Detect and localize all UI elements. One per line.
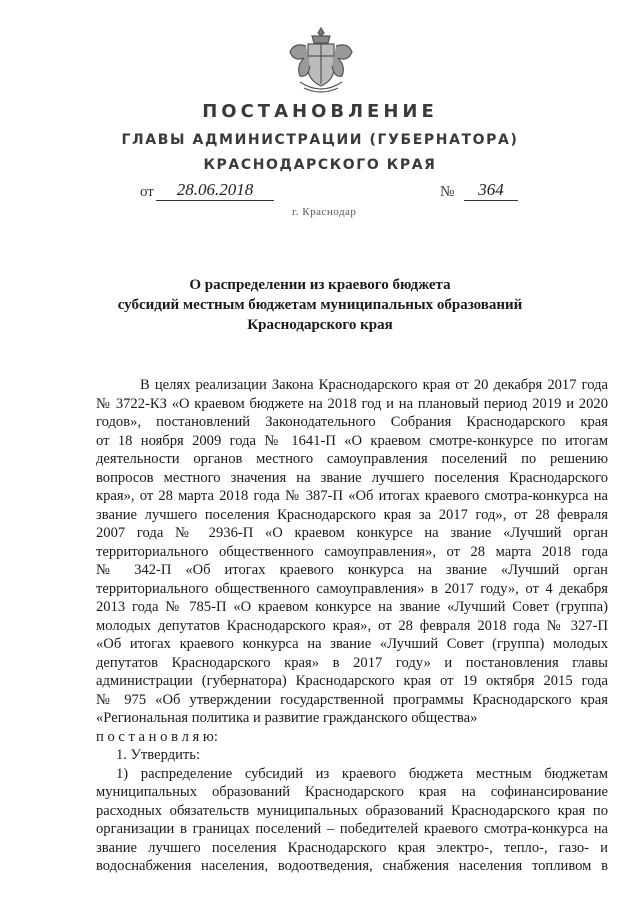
document-title-line: Краснодарского края bbox=[247, 317, 393, 333]
body-line: № 975 «Об утверждении государственной программы Краснодарского края bbox=[96, 691, 608, 708]
document-title-line: О распределении из краевого бюджета bbox=[189, 277, 451, 293]
body-line: № 3722-КЗ «О краевом бюджете на 2018 год и на плановый период 2019 и 2020 bbox=[96, 395, 608, 412]
body-line: территориального общественного самоуправления», от 28 марта 2018 года bbox=[96, 543, 608, 560]
body-line: звание лучшего поселения Краснодарского края электро-, тепло-, газо- и bbox=[96, 839, 608, 856]
body-line: вопросов местного значения на звание лучшего поселения Краснодарского bbox=[96, 469, 608, 486]
body-line: организации в границах поселений – победителей краевого смотра-конкурса на bbox=[96, 821, 608, 837]
date-label: от bbox=[140, 184, 154, 200]
body-line: расходных обязательств муниципальных образований Краснодарского края по bbox=[96, 802, 608, 819]
coat-of-arms-emblem bbox=[286, 24, 356, 96]
body-line: 2013 года № 785-П «О краевом конкурсе на звание «Лучший Совет (группа) bbox=[96, 599, 608, 615]
number-label: № bbox=[440, 184, 455, 200]
document-type-heading: ПОСТАНОВЛЕНИЕ bbox=[202, 101, 438, 122]
issuer-heading-line2: КРАСНОДАРСКОГО КРАЯ bbox=[203, 157, 437, 173]
body-line: края», от 28 марта 2018 года № 387-П «Об итогах краевого смотра-конкурса на bbox=[96, 488, 608, 504]
body-line: от 18 ноября 2009 года № 1641-П «О краевом смотре-конкурсе по итогам bbox=[96, 432, 608, 449]
body-line: 2007 года № 2936-П «О краевом конкурсе на звание «Лучший орган bbox=[96, 525, 608, 541]
body-line: муниципальных образований Краснодарского края на софинансирование bbox=[96, 784, 608, 800]
body-line: 1) распределение субсидий из краевого бюджета местным бюджетам bbox=[116, 765, 608, 782]
document-number: 364 bbox=[464, 180, 518, 201]
body-line: № 342-П «Об итогах краевого конкурса на звание «Лучший орган bbox=[96, 562, 608, 578]
issuing-city: г. Краснодар bbox=[292, 206, 357, 218]
body-line: депутатов Краснодарского края» в 2017 году» и постановления главы bbox=[96, 654, 608, 671]
body-line: деятельности органов местного самоуправления поселений по решению bbox=[96, 451, 608, 467]
body-line: территориального общественного самоуправления» в 2017 году», от 4 декабря bbox=[96, 580, 608, 597]
body-line: водоснабжения населения, водоотведения, снабжения населения топливом в bbox=[96, 858, 608, 874]
document-body bbox=[96, 376, 608, 876]
body-line: молодых депутатов Краснодарского края», от 28 февраля 2018 года № 327-П bbox=[96, 617, 608, 634]
document-title bbox=[60, 275, 580, 335]
body-line: «Об итогах краевого конкурса на звание «Лучший Совет (группа) молодых bbox=[96, 636, 608, 652]
body-line: «Региональная политика и развитие гражданского общества» bbox=[96, 710, 478, 726]
body-line-resolve: п о с т а н о в л я ю: bbox=[96, 728, 218, 745]
issuer-heading-line1: ГЛАВЫ АДМИНИСТРАЦИИ (ГУБЕРНАТОРА) bbox=[121, 132, 519, 148]
body-line: В целях реализации Закона Краснодарского края от 20 декабря 2017 года bbox=[140, 377, 608, 393]
body-line: администрации (губернатора) Краснодарского края от 19 октября 2015 года bbox=[96, 673, 608, 689]
body-line: годов», постановлений Законодательного Собрания Краснодарского края bbox=[96, 414, 608, 430]
document-title-line: субсидий местным бюджетам муниципальных образований bbox=[117, 297, 523, 313]
body-line-item-1: 1. Утвердить: bbox=[116, 747, 201, 763]
body-line: звание лучшего поселения Краснодарского края за 2017 год», от 28 февраля bbox=[96, 506, 608, 523]
document-date: 28.06.2018 bbox=[156, 180, 274, 201]
